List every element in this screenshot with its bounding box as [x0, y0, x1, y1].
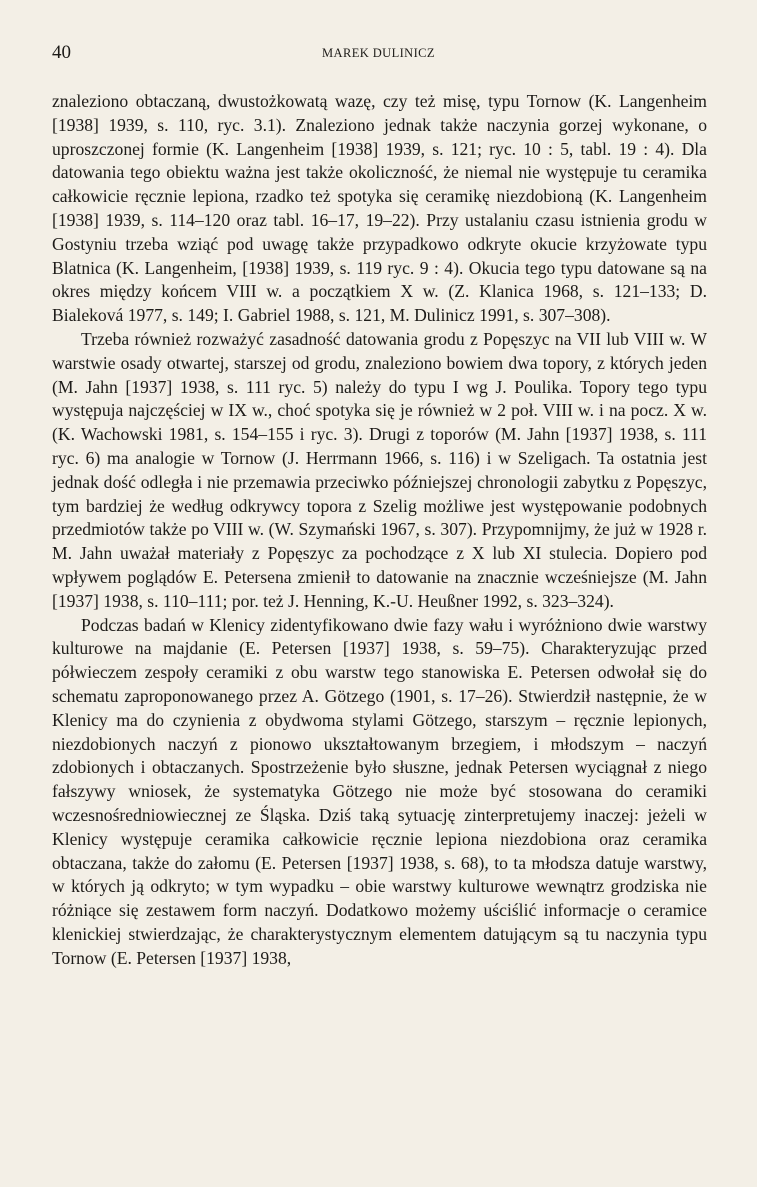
paragraph-3: Podczas badań w Klenicy zidentyfikowano dwie fazy wału i wyróżniono dwie warstwy kulturowe na majdanie (E. Petersen [1937] 1938, s. 59–75). Charakteryzując przed półwieczem zespoły ceramiki z obu warstw tego stanowiska E. Petersen odwołał się do schematu zaproponowanego przez A. Götzego (1901, s. 17–26). Stwierdził następnie, że w Klenicy ma do czynienia z obydwoma stylami Götzego, starszym – ręcznie lepionych, niezdobionych naczyń z pionowo ukształtowanym brzegiem, i młodszym – naczyń zdobionych i obtaczanych. Spostrzeżenie było słuszne, jednak Petersen wyciągnał z niego fałszywy wniosek, że systematyka Götzego nie może być stosowana do ceramiki wczesnośredniowiecznej ze Śląska. Dziś taką sytuację zinterpretujemy inaczej: jeżeli w Klenicy występuje ceramika całkowicie ręcznie lepiona niezdobiona oraz ceramika obtaczana, także do załomu (E. Petersen [1937] 1938, s. 68), to ta młodsza datuje warstwy, w których ją odkryto; w tym wypadku – obie warstwy kulturowe wewnątrz grodziska nie różniące się zestawem form naczyń. Dodatkowo możemy uściślić informacje o ceramice klenickiej stwierdzając, że charakterystycznym elementem datującym są tu naczynia typu Tornow (E. Petersen [1937] 1938,	[52, 614, 707, 968]
running-head: MAREK DULINICZ	[322, 46, 435, 60]
paragraph-2: Trzeba również rozważyć zasadność datowania grodu z Popęszyc na VII lub VIII w. W warstwie osady otwartej, starszej od grodu, znaleziono bowiem dwa topory, z których jeden (M. Jahn [1937] 1938, s. 111 ryc. 5) należy do typu I wg J. Poulika. Topory tego typu występuja najczęściej w IX w., choć spotyka się je również w 2 poł. VIII w. i na pocz. X w. (K. Wachowski 1981, s. 154–155 i ryc. 3). Drugi z toporów (M. Jahn [1937] 1938, s. 111 ryc. 6) ma analogie w Tornow (J. Herrmann 1966, s. 116) i w Szeligach. Ta ostatnia jest jednak dość odległa i nie przemawia przeciwko późniejszej chronologii zabytku z Popęszyc, tym bardziej że według odkrywcy topora z Szelig możliwe jest występowanie podobnych przedmiotów także po VIII w. (W. Szymański 1967, s. 307). Przypomnijmy, że już w 1928 r. M. Jahn uważał materiały z Popęszyc za pochodzące z X lub XI stulecia. Dopiero pod wpływem poglądów E. Petersena zmienił to datowanie na znacznie wcześniejsze (M. Jahn [1937] 1938, s. 110–111; por. też J. Henning, K.-U. Heußner 1992, s. 323–324).	[52, 328, 707, 611]
page-header	[52, 42, 705, 68]
paragraph-1: znaleziono obtaczaną, dwustożkowatą wazę, czy też misę, typu Tornow (K. Langenheim [1938] 1939, s. 110, ryc. 3.1). Znaleziono jednak także naczynia gorzej wykonane, o uproszczonej formie (K. Langenheim [1938] 1939, s. 121; ryc. 10 : 5, tabl. 19 : 4). Dla datowania tego obiektu ważna jest także okoliczność, że niemal nie występuje tu ceramika całkowicie ręcznie lepiona, rzadko też spotyka się ceramikę niezdobioną (K. Langenheim [1938] 1939, s. 114–120 oraz tabl. 16–17, 19–22). Przy ustalaniu czasu istnienia grodu w Gostyniu trzeba wziąć pod uwagę także przypadkowo odkryte okucie krzyżowate typu Blatnica (K. Langenheim, [1938] 1939, s. 119 ryc. 9 : 4). Okucia tego typu datowane są na okres między końcem VIII w. a początkiem X w. (Z. Klanica 1968, s. 121–133; D. Bialeková 1977, s. 149; I. Gabriel 1988, s. 121, M. Dulinicz 1991, s. 307–308).	[52, 91, 707, 326]
body-text	[52, 90, 707, 970]
page-number: 40	[52, 42, 71, 63]
